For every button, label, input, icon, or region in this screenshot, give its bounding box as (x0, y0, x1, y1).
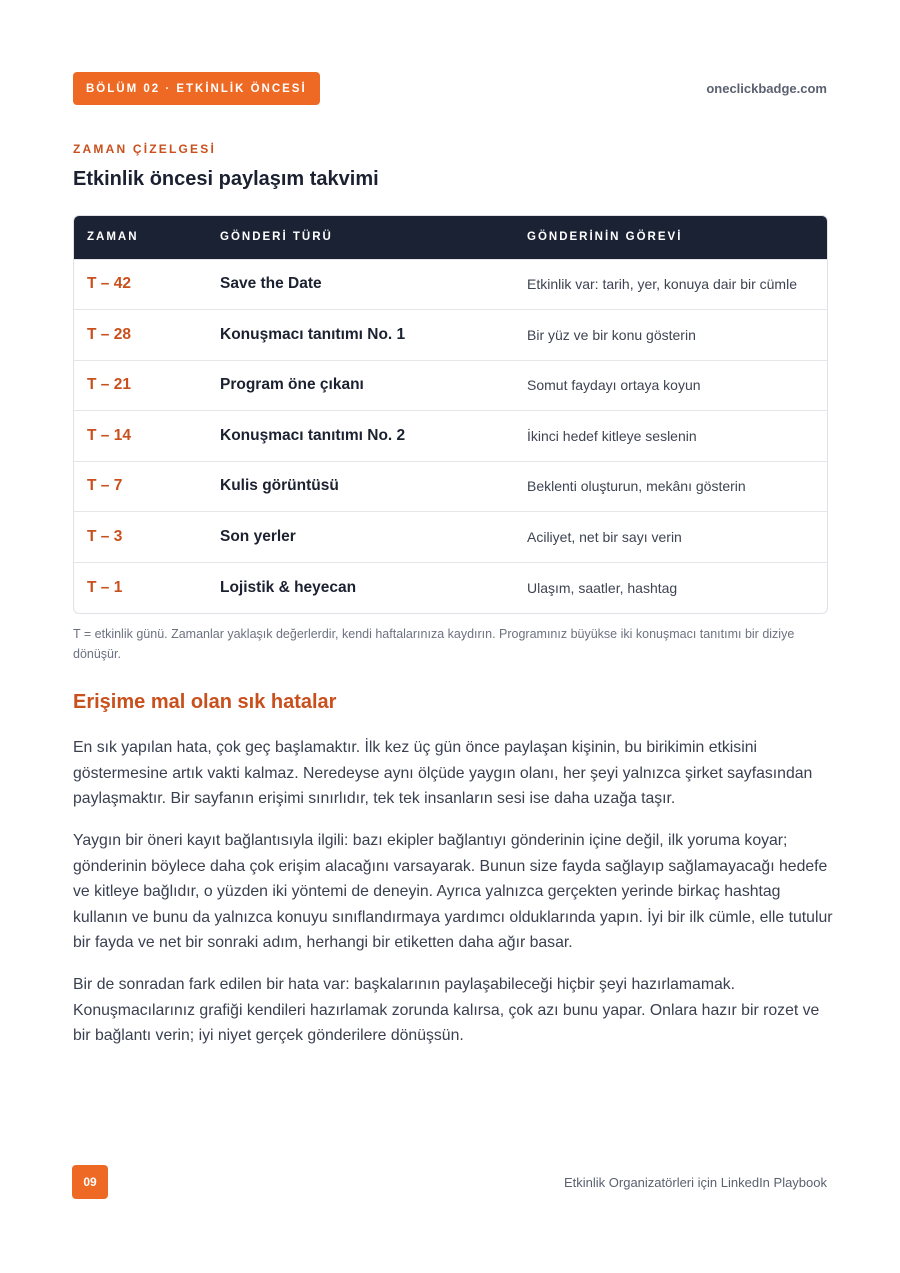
table-row (74, 411, 827, 462)
table-row (74, 562, 827, 613)
table-footnote: T = etkinlik günü. Zamanlar yaklaşık değerlerdir, kendi haftalarınıza kaydırın. Programınız büyükse iki konuşmacı tanıtımı bir diziye dönüşür. (73, 627, 795, 661)
paragraph-2: Yaygın bir öneri kayıt bağlantısıyla ilgili: bazı ekipler bağlantıyı gönderinin içine değil, ilk yoruma koyar; gönderinin böylece daha çok erişim alacağını varsayarak. Bunun size fayda sağlayıp sağlamayacağı hedefe ve kitleye bağlıdır, o yüzden iki yöntemi de deneyin. Ayrıca yalnızca gerçekten yerinde birkaç hashtag kullanın ve bunu da yalnızca konuyu sınıflandırmaya yardımcı olduklarında yapın. İyi bir ilk cümle, elle tutulur bir fayda ve net bir sonraki adım, herhangi bir etiketten daha ağır basar. (73, 832, 833, 951)
column-header-time: ZAMAN (87, 231, 139, 244)
row-post-type: Save the Date (220, 275, 322, 293)
row-time: T – 14 (87, 426, 131, 444)
row-time: T – 21 (87, 376, 131, 394)
row-post-task: İkinci hedef kitleye seslenin (527, 427, 697, 444)
schedule-table (73, 215, 828, 614)
chapter-badge: BÖLÜM 02 · ETKİNLİK ÖNCESİ (73, 72, 320, 105)
row-post-task: Somut faydayı ortaya koyun (527, 377, 701, 394)
footer-title: Etkinlik Organizatörleri için LinkedIn Playbook (563, 1175, 827, 1190)
row-post-task: Etkinlik var: tarih, yer, konuya dair bir cümle (527, 276, 797, 293)
table-row (74, 310, 827, 361)
row-time: T – 28 (87, 325, 131, 343)
row-post-type: Konuşmacı tanıtımı No. 1 (220, 325, 406, 343)
row-post-type: Konuşmacı tanıtımı No. 2 (220, 426, 406, 444)
row-post-task: Bir yüz ve bir konu gösterin (527, 326, 696, 343)
column-header-post-task: GÖNDERİNİN GÖREVİ (527, 231, 683, 244)
row-post-type: Kulis görüntüsü (220, 477, 339, 495)
page-number-badge: 09 (72, 1165, 108, 1199)
site-url: oneclickbadge.com (706, 81, 827, 96)
row-time: T – 7 (87, 477, 123, 495)
section-title: Etkinlik öncesi paylaşım takvimi (73, 168, 379, 190)
table-row (74, 512, 827, 563)
row-post-type: Lojistik & heyecan (220, 578, 357, 596)
row-post-type: Program öne çıkanı (220, 376, 364, 394)
row-post-type: Son yerler (220, 527, 296, 545)
section-eyebrow: ZAMAN ÇİZELGESİ (73, 142, 216, 156)
table-row (74, 360, 827, 411)
paragraph-3: Bir de sonradan fark edilen bir hata var: başkalarının paylaşabileceği hiçbir şeyi hazırlamamak. Konuşmacılarınız grafiği kendileri hazırlamak zorunda kalırsa, çok azı bunu yapar. Onlara hazır bir rozet ve bir bağlantı verin; iyi niyet gerçek gönderilere dönüşsün. (73, 976, 820, 1044)
column-header-post-type: GÖNDERİ TÜRÜ (220, 231, 333, 244)
row-post-task: Beklenti oluşturun, mekânı gösterin (527, 478, 746, 495)
table-header-row (74, 216, 827, 259)
row-time: T – 1 (87, 578, 123, 596)
row-time: T – 42 (87, 275, 131, 293)
row-post-task: Aciliyet, net bir sayı verin (527, 528, 682, 545)
page-header (73, 72, 827, 105)
mistakes-heading: Erişime mal olan sık hatalar (73, 691, 337, 713)
paragraph-1: En sık yapılan hata, çok geç başlamaktır. İlk kez üç gün önce paylaşan kişinin, bu birikimin etkisini göstermesine artık vakti kalmaz. Neredeyse aynı ölçüde yaygın olanı, her şeyi yalnızca şirket sayfasından paylaşmaktır. Bir sayfanın erişimi sınırlıdır, tek tek insanların sesi ise daha uzağa taşır. (73, 739, 813, 807)
table-row (74, 259, 827, 310)
row-post-task: Ulaşım, saatler, hashtag (527, 579, 678, 596)
table-row (74, 461, 827, 512)
row-time: T – 3 (87, 527, 123, 545)
